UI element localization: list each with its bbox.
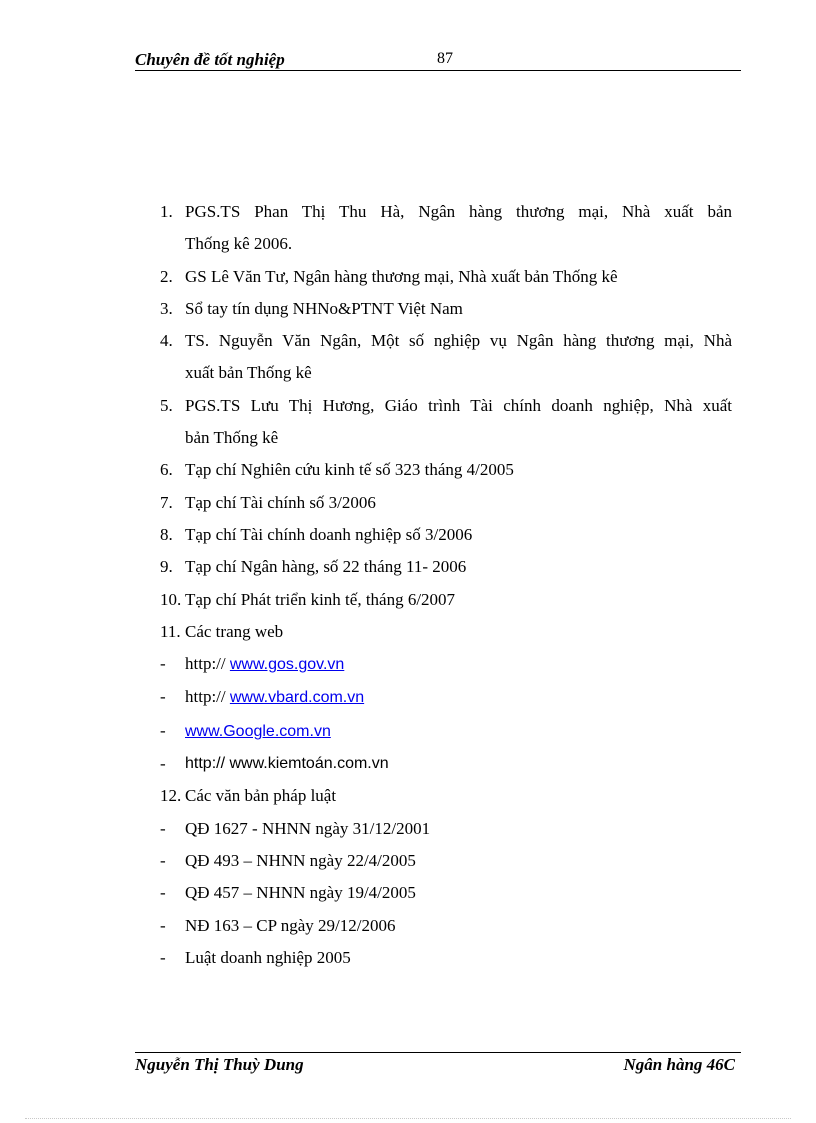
dash-marker: -	[160, 915, 166, 935]
legal-doc-item	[160, 942, 732, 974]
legal-doc-item	[160, 910, 732, 942]
list-marker: 8.	[160, 524, 173, 544]
legal-doc-text: QĐ 1627 - NHNN ngày 31/12/2001	[185, 818, 431, 838]
reference-item	[160, 616, 732, 648]
dash-marker: -	[160, 850, 166, 870]
reference-text: Các trang web	[185, 621, 284, 641]
reference-text: Tạp chí Ngân hàng, số 22 tháng 11- 2006	[185, 557, 467, 577]
list-marker: 9.	[160, 557, 173, 577]
reference-item	[160, 196, 732, 228]
legal-doc-item	[160, 877, 732, 909]
list-marker: 12.	[160, 786, 182, 806]
reference-continuation	[160, 228, 732, 260]
website-link-gos[interactable]: www.gos.gov.vn	[229, 656, 345, 674]
reference-item	[160, 487, 732, 519]
footer-author: Nguyễn Thị Thuỳ Dung	[135, 1055, 304, 1074]
list-marker: 11.	[160, 621, 181, 641]
reference-text: GS Lê Văn Tư, Ngân hàng thương mại, Nhà xuất bản Thống kê	[185, 266, 618, 286]
reference-text: bản Thống kê	[185, 428, 279, 448]
list-marker: 2.	[160, 266, 173, 286]
reference-text: Sổ tay tín dụng NHNo&PTNT Việt Nam	[185, 298, 463, 318]
dash-marker: -	[160, 687, 166, 707]
legal-doc-item	[160, 845, 732, 877]
reference-text: PGS.TS Lưu Thị Hương, Giáo trình Tài chính doanh nghiệp, Nhà xuất	[185, 395, 732, 415]
website-item	[160, 681, 732, 714]
page-number: 87	[437, 50, 453, 67]
url-prefix: http://	[185, 687, 226, 707]
reference-item	[160, 454, 732, 486]
dash-marker: -	[160, 654, 166, 674]
reference-continuation	[160, 422, 732, 454]
website-item	[160, 648, 732, 681]
website-item	[160, 748, 732, 780]
website-item	[160, 715, 732, 748]
reference-item	[160, 390, 732, 422]
reference-item	[160, 293, 732, 325]
list-marker: 5.	[160, 395, 173, 415]
reference-item	[160, 584, 732, 616]
url-prefix: http://	[185, 654, 226, 674]
page-header	[135, 50, 741, 71]
dash-marker: -	[160, 720, 166, 740]
dash-marker: -	[160, 754, 166, 774]
reference-continuation	[160, 357, 732, 389]
page-bottom-divider	[25, 1118, 791, 1119]
reference-text: xuất bản Thống kê	[185, 363, 312, 383]
legal-doc-text: QĐ 457 – NHNN ngày 19/4/2005	[185, 883, 416, 903]
legal-doc-text: NĐ 163 – CP ngày 29/12/2006	[185, 915, 396, 935]
reference-list	[160, 196, 732, 974]
reference-text: Tạp chí Nghiên cứu kinh tế số 323 tháng 4/2005	[185, 460, 514, 480]
website-link-google[interactable]: www.Google.com.vn	[185, 722, 331, 740]
reference-item	[160, 261, 732, 293]
reference-item	[160, 551, 732, 583]
reference-text: Thống kê 2006.	[185, 234, 293, 254]
legal-doc-item	[160, 813, 732, 845]
list-marker: 6.	[160, 460, 173, 480]
footer-class: Ngân hàng 46C	[623, 1055, 735, 1074]
website-link-vbard[interactable]: www.vbard.com.vn	[229, 689, 365, 707]
reference-item	[160, 519, 732, 551]
reference-text: Tạp chí Tài chính số 3/2006	[185, 492, 376, 512]
reference-item	[160, 325, 732, 357]
list-marker: 1.	[160, 202, 173, 221]
reference-item	[160, 780, 732, 812]
legal-doc-text: QĐ 493 – NHNN ngày 22/4/2005	[185, 850, 416, 870]
reference-text: Các văn bản pháp luật	[185, 786, 337, 806]
reference-text: Tạp chí Phát triển kinh tế, tháng 6/2007	[185, 589, 456, 609]
reference-text: TS. Nguyễn Văn Ngân, Một số nghiệp vụ Ngân hàng thương mại, Nhà	[185, 331, 732, 351]
page-footer	[135, 1052, 741, 1081]
legal-doc-text: Luật doanh nghiệp 2005	[185, 947, 351, 967]
header-title: Chuyên đề tốt nghiệp	[135, 50, 285, 69]
list-marker: 4.	[160, 331, 173, 351]
reference-text: PGS.TS Phan Thị Thu Hà, Ngân hàng thương mại, Nhà xuất bản	[185, 202, 732, 221]
list-marker: 3.	[160, 298, 173, 318]
website-plain-kiemtoan: http:// www.kiemtoán.com.vn	[185, 755, 389, 773]
dash-marker: -	[160, 818, 166, 838]
reference-text: Tạp chí Tài chính doanh nghiệp số 3/2006	[185, 524, 473, 544]
dash-marker: -	[160, 947, 166, 967]
list-marker: 10.	[160, 589, 182, 609]
list-marker: 7.	[160, 492, 173, 512]
dash-marker: -	[160, 883, 166, 903]
